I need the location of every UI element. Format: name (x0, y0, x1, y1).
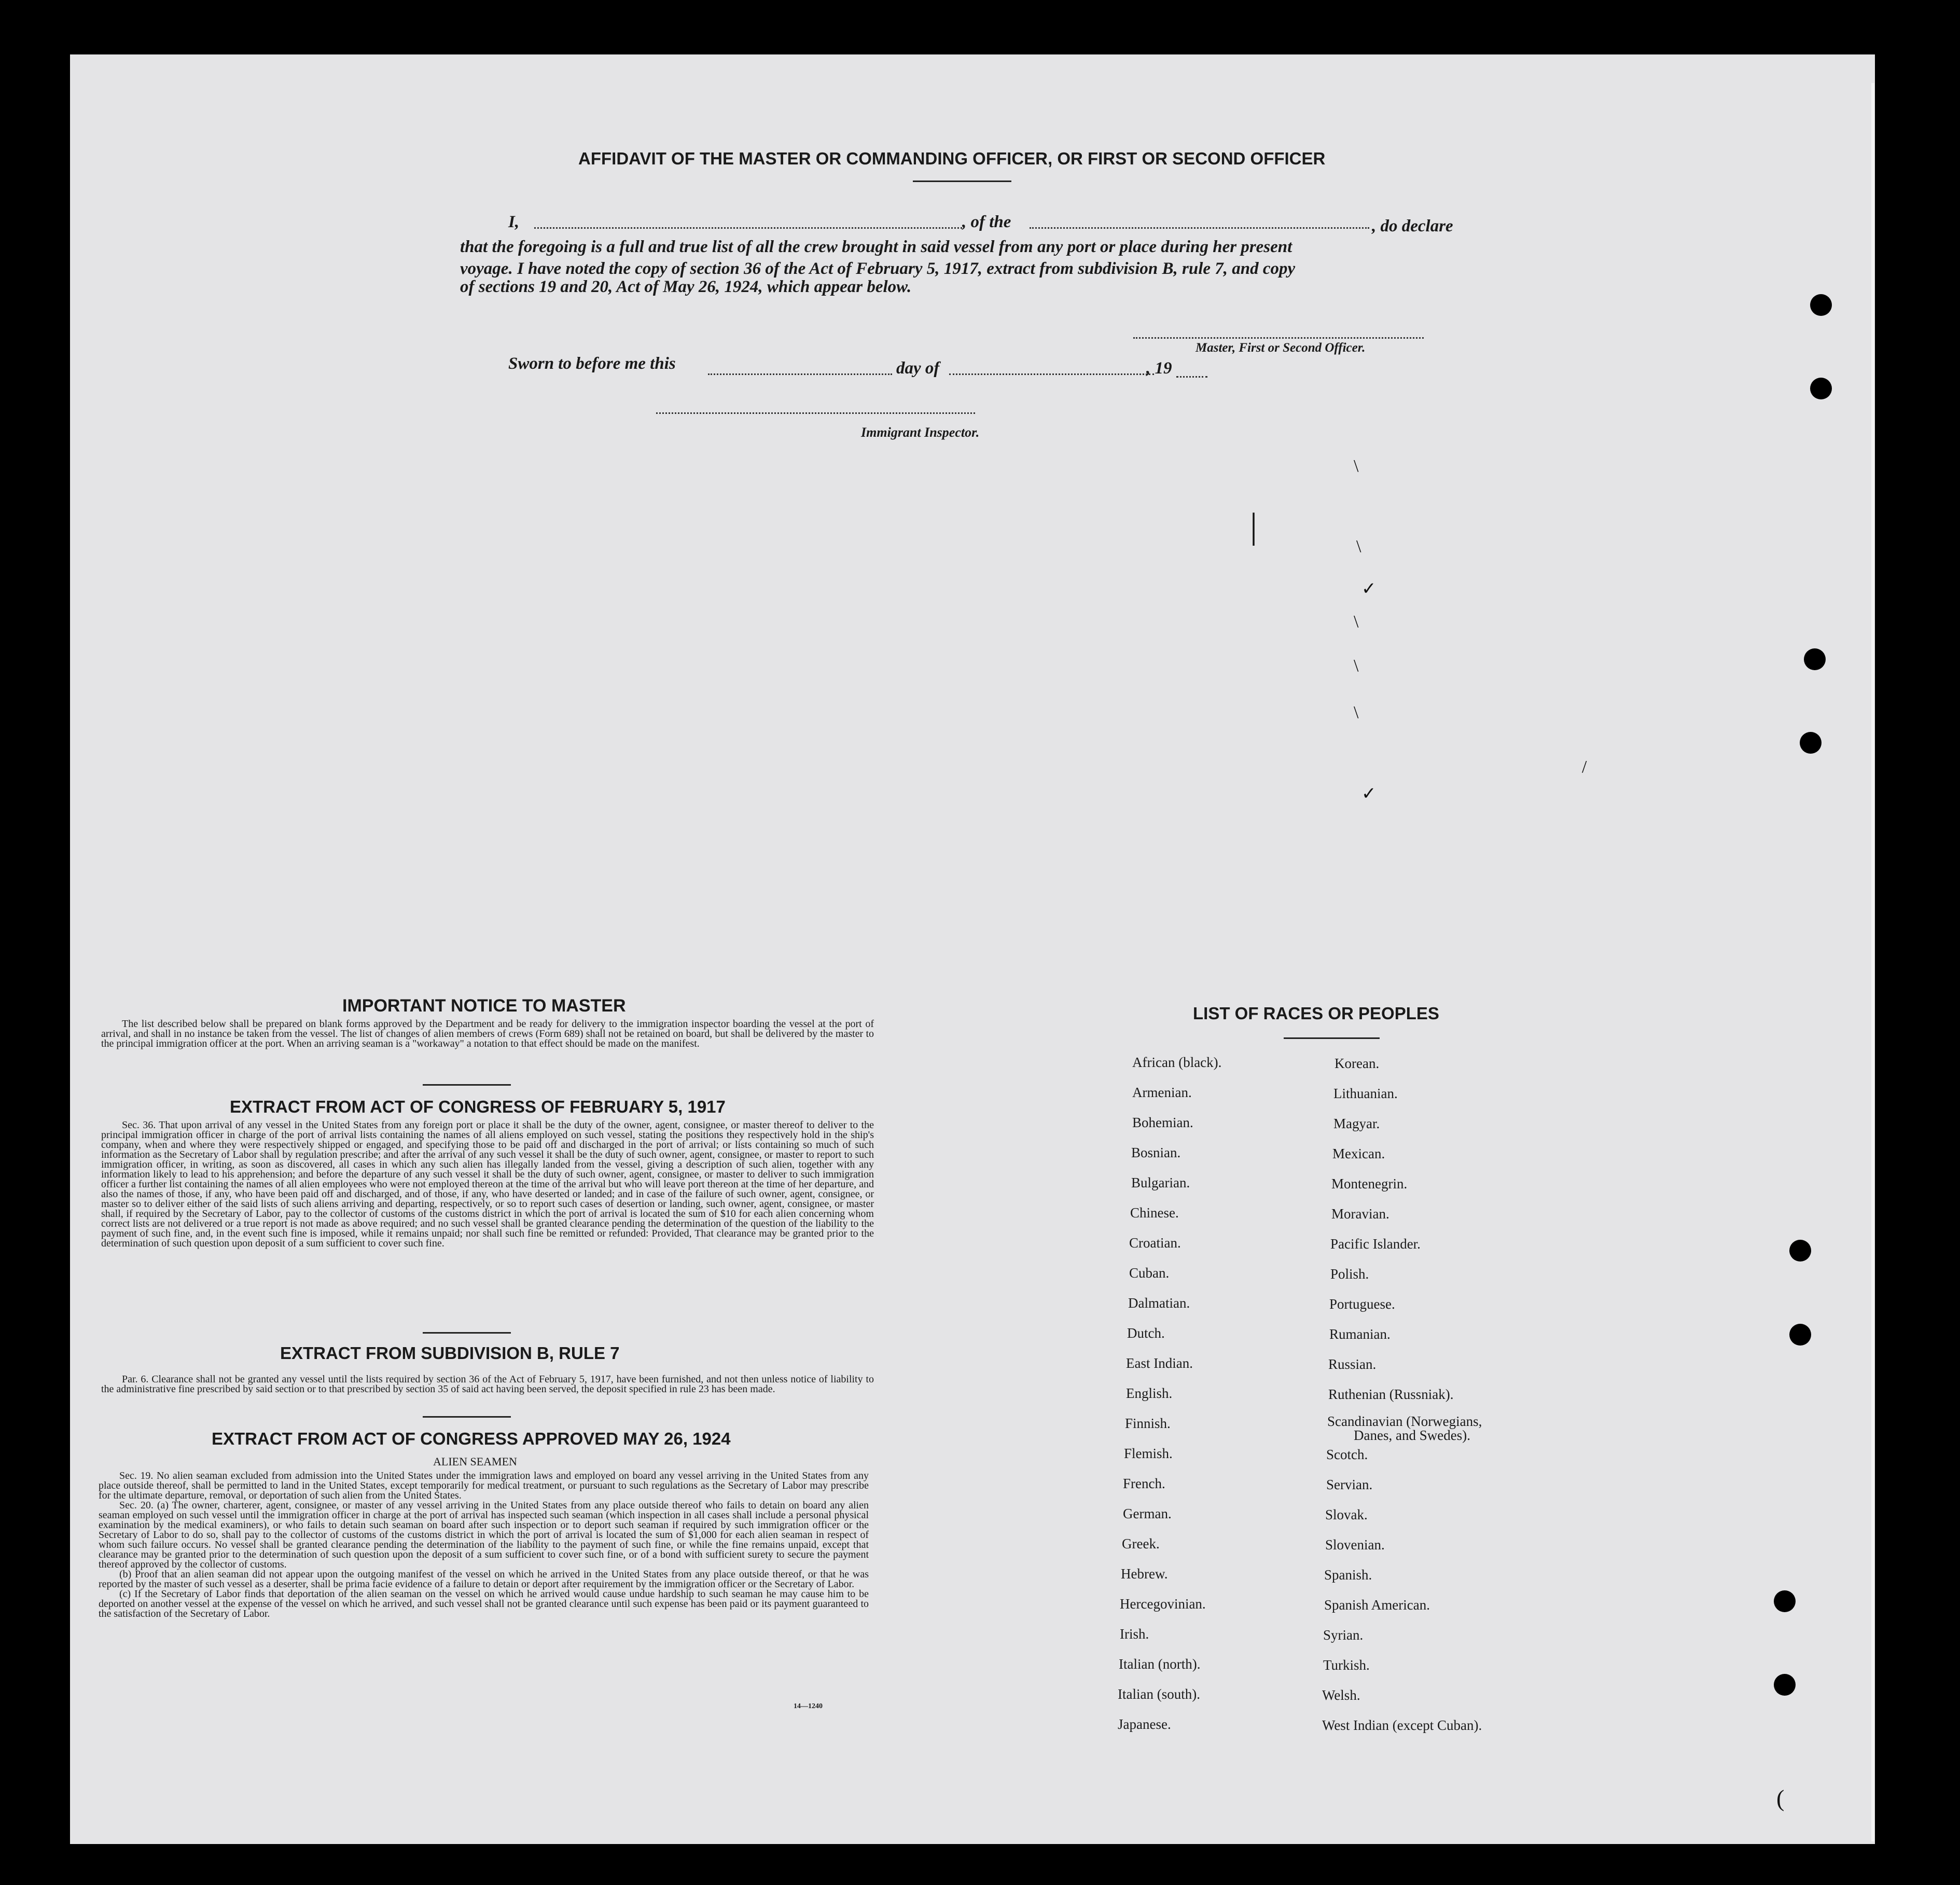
pencil-mark: \ (1354, 612, 1359, 631)
race-right-continuation: Danes, and Swedes). (1354, 1427, 1470, 1443)
race-right: West Indian (except Cuban). (1322, 1717, 1482, 1733)
race-right: Rumanian. (1329, 1326, 1391, 1342)
sec-20a-paragraph: Sec. 20. (a) The owner, charterer, agent, consignee, or master of any vessel arriving in the United States from any place outside thereof who fails to detain on board any alien seaman employed on such vessel until the immigration officer in charge at the port of arrival has inspected such seaman (which inspection in all cases shall include a personal physical examination by the medical examiners), or who fails to detain such seaman on board after such inspection or to deport such seaman if required by such immigration officer or the Secretary of Labor to do so, shall pay to the collector of customs of the customs district in which the port of arrival is located the sum of $1,000 for each alien seaman in respect of whom such failure occurs. No vessel shall be granted clearance pending the determination of the liability to the payment of such fine, or while the fine remains unpaid, except that clearance may be granted prior to the determination of such question upon the deposit of a sum sufficient to cover such fine, or of a bond with sufficient surety to secure the payment thereof approved by the collector of customs. (99, 1500, 869, 1570)
punch-hole (1789, 1240, 1811, 1262)
pencil-mark: \ (1354, 703, 1359, 722)
section-rule (423, 1084, 511, 1086)
inspector-signature-field[interactable] (656, 412, 975, 414)
race-left: East Indian. (1126, 1355, 1193, 1371)
section-rule (423, 1332, 511, 1334)
affidavit-title: AFFIDAVIT OF THE MASTER OR COMMANDING OFFICER, OR FIRST OR SECOND OFFICER (578, 149, 1326, 168)
race-left: African (black). (1132, 1055, 1222, 1070)
sworn-label: Sworn to before me this (508, 354, 676, 373)
punch-hole (1789, 1324, 1811, 1346)
affidavit-line-3: voyage. I have noted the copy of section 36 of the Act of February 5, 1917, extract from subdivision B, rule 7, and copy (460, 259, 1296, 278)
race-left: Armenian. (1132, 1085, 1192, 1100)
race-left: Hercegovinian. (1120, 1596, 1206, 1612)
rule-7-title: EXTRACT FROM SUBDIVISION B, RULE 7 (280, 1343, 620, 1363)
sworn-day-field[interactable] (708, 373, 892, 375)
race-right: Syrian. (1323, 1627, 1364, 1643)
sec-20c-paragraph: (c) If the Secretary of Labor finds that deportation of the alien seaman on the vessel on which he arrived would cause undue hardship to such seaman he may cause him to be deported on another vessel at the expense of the vessel on which he arrived, and such vessel shall not be granted clearance until such expense has been paid or its payment guaranteed to the satisfaction of the Secretary of Labor. (99, 1588, 869, 1619)
race-left: Chinese. (1130, 1205, 1179, 1221)
race-left: Dalmatian. (1128, 1295, 1190, 1311)
race-left: Greek. (1122, 1536, 1160, 1551)
master-label: Master, First or Second Officer. (1196, 341, 1366, 355)
affidavit-of-the-label: , of the (962, 213, 1011, 231)
races-title-rule (1284, 1037, 1380, 1039)
sec-19-paragraph: Sec. 19. No alien seaman excluded from admission into the United States under the immigration laws and employed on board any vessel arriving in the United States from any place outside thereof, shall be permitted to land in the United States, except temporarily for medical treatment, or pursuant to such regulations as the Secretary of Labor may prescribe for the ultimate departure, removal, or deportation of such alien from the United States. (99, 1470, 869, 1501)
race-left: Finnish. (1125, 1416, 1171, 1431)
pencil-mark: \ (1354, 656, 1359, 675)
race-left: Bulgarian. (1131, 1175, 1190, 1190)
pencil-mark: ( (1776, 1785, 1785, 1811)
race-left: French. (1123, 1476, 1165, 1491)
inspector-label: Immigrant Inspector. (861, 425, 980, 440)
punch-hole (1810, 294, 1832, 316)
race-left: Cuban. (1129, 1265, 1170, 1281)
affidavit-title-rule (913, 181, 1011, 182)
sworn-year-field[interactable] (1176, 376, 1207, 378)
pencil-mark: | (1250, 506, 1258, 546)
section-rule (423, 1416, 511, 1418)
race-left: Bohemian. (1132, 1115, 1193, 1130)
race-right: Turkish. (1323, 1657, 1370, 1673)
notice-paragraph: The list described below shall be prepared on blank forms approved by the Department and be ready for delivery to the immigration inspector boarding the vessel at the port of arrival, and shall in no instance be taken from the vessel. The list of changes of alien members of crews (Form 689) shall not be retained on board, but shall be delivered by the master to the principal immigration officer at the port. When an arriving seaman is a "workaway" a notation to that effect should be made on the manifest. (101, 1018, 874, 1049)
race-right: Portuguese. (1329, 1296, 1395, 1312)
race-left: Italian (south). (1118, 1686, 1200, 1702)
extract-1917-text (101, 1120, 874, 1249)
race-right: Russian. (1328, 1356, 1377, 1372)
race-right: Montenegrin. (1331, 1176, 1408, 1191)
affidavit-line-2: that the foregoing is a full and true list of all the crew brought in said vessel from any port or place during her present (460, 238, 1292, 256)
pencil-mark: / (1582, 757, 1587, 777)
race-right: Ruthenian (Russniak). (1328, 1387, 1454, 1402)
name-field[interactable] (534, 227, 962, 229)
race-right: Moravian. (1331, 1206, 1389, 1222)
punch-hole (1774, 1590, 1796, 1612)
race-left: Flemish. (1124, 1446, 1173, 1461)
year-label: , 19 (1146, 359, 1172, 378)
race-left: Irish. (1120, 1626, 1149, 1642)
race-left: English. (1126, 1385, 1173, 1401)
sec-20b-paragraph: (b) Proof that an alien seaman did not appear upon the outgoing manifest of the vessel on which he arrived in the United States from any place outside thereof, or that he was reported by the master of such vessel as a deserter, shall be prima facie evidence of a failure to detain or deport after requirement by the immigration officer or the Secretary of Labor. (99, 1569, 869, 1590)
race-right: Lithuanian. (1333, 1086, 1398, 1101)
punch-hole (1774, 1674, 1796, 1696)
form-number: 14—1240 (794, 1702, 823, 1710)
sec-36-paragraph: Sec. 36. That upon arrival of any vessel in the United States from any foreign port or place it shall be the duty of the owner, agent, consignee, or master thereof to deliver to the principal immigration officer in charge of the port of arrival lists containing the names of all aliens employed on such vessel, stating the positions they respectively hold in the ship's company, when and where they were respectively shipped or engaged, and specifying those to be paid off and discharged in the port of arrival; or lists containing so much of such information as the Secretary of Labor shall by regulation prescribe; and after the arrival of any such vessel it shall be the duty of such owner, agent, consignee, or master to report to such immigration officer, in writing, as soon as discovered, all cases in which any such alien has illegally landed from the vessel, giving a description of such alien, together with any information likely to lead to his apprehension; and before the departure of any such vessel it shall be the duty of such owner, agent, consignee, or master to deliver to such immigration officer a further list containing the names of all alien employees who were not employed thereon at the time of the arrival but who will leave port thereon at the time of her departure, and also the names of those, if any, who have been paid off and discharged, and of those, if any, who have deserted or landed; and in case of the failure of such owner, agent, consignee, or master so to deliver either of the said lists of such aliens arriving and departing, respectively, or so to report such cases of desertion or landing, such owner, agent, consignee, or master shall, if required by the Secretary of Labor, pay to the collector of customs of the customs district in which the port of arrival is located the sum of $10 for each alien concerning whom correct lists are not delivered or a true report is not made as above required; and no such vessel shall be granted clearance pending the determination of the question of the liability to the payment of such fine, and, in the event such fine is imposed, while it remains unpaid; nor shall such fine be remitted or refunded: Provided, That clearance may be granted prior to the determination of such question upon deposit of a sum sufficient to cover such fine. (101, 1119, 874, 1249)
day-of-label: day of (896, 359, 940, 378)
punch-hole (1810, 378, 1832, 399)
race-right: Korean. (1335, 1056, 1380, 1071)
race-left: Dutch. (1127, 1325, 1165, 1341)
page-edge (1871, 83, 1874, 1841)
race-right: Scotch. (1326, 1447, 1368, 1462)
affidavit-i-label: I, (508, 213, 520, 231)
race-right: Scandinavian (Norwegians, (1327, 1413, 1482, 1429)
punch-hole (1800, 732, 1822, 754)
race-right: Polish. (1330, 1266, 1369, 1282)
race-right: Pacific Islander. (1330, 1236, 1421, 1252)
race-left: German. (1123, 1506, 1172, 1521)
par-6-paragraph: Par. 6. Clearance shall not be granted any vessel until the lists required by section 36 of the Act of February 5, 1917, have been furnished, and not then unless notice of liability to the administrative fine prescribed by said section or to that prescribed by section 35 of said act having been served, the deposit specified in rule 23 has been made. (101, 1374, 874, 1395)
rule-7-text (101, 1375, 874, 1394)
pencil-mark: ✓ (1361, 784, 1377, 803)
sworn-month-field[interactable] (949, 373, 1154, 375)
race-left: Hebrew. (1121, 1566, 1168, 1582)
punch-hole (1804, 648, 1826, 670)
affidavit-declare-label: , do declare (1372, 217, 1453, 235)
notice-text (101, 1019, 874, 1049)
pencil-mark: ✓ (1361, 579, 1377, 599)
pencil-mark: \ (1356, 537, 1361, 556)
extract-1924-text (99, 1471, 869, 1619)
race-right: Slovenian. (1325, 1537, 1385, 1553)
vessel-field[interactable] (1030, 227, 1369, 229)
race-right: Spanish American. (1324, 1597, 1430, 1613)
race-right: Welsh. (1322, 1687, 1360, 1703)
affidavit-line-4: of sections 19 and 20, Act of May 26, 1924, which appear below. (460, 278, 912, 296)
races-title: LIST OF RACES OR PEOPLES (1193, 1004, 1439, 1023)
race-left: Bosnian. (1131, 1145, 1181, 1160)
race-left: Croatian. (1129, 1235, 1181, 1251)
master-signature-field[interactable] (1133, 337, 1424, 339)
pencil-mark: \ (1354, 456, 1359, 476)
race-right: Slovak. (1325, 1507, 1368, 1522)
race-left: Japanese. (1118, 1716, 1171, 1732)
race-right: Magyar. (1333, 1116, 1380, 1131)
race-right: Spanish. (1324, 1567, 1372, 1583)
alien-seamen-subtitle: ALIEN SEAMEN (433, 1455, 517, 1468)
race-left: Italian (north). (1119, 1656, 1201, 1672)
race-right: Servian. (1326, 1477, 1373, 1492)
extract-1917-title: EXTRACT FROM ACT OF CONGRESS OF FEBRUARY 5, 1917 (230, 1097, 726, 1116)
notice-title: IMPORTANT NOTICE TO MASTER (342, 996, 626, 1016)
race-right: Mexican. (1332, 1146, 1385, 1161)
extract-1924-title: EXTRACT FROM ACT OF CONGRESS APPROVED MAY 26, 1924 (212, 1429, 731, 1448)
